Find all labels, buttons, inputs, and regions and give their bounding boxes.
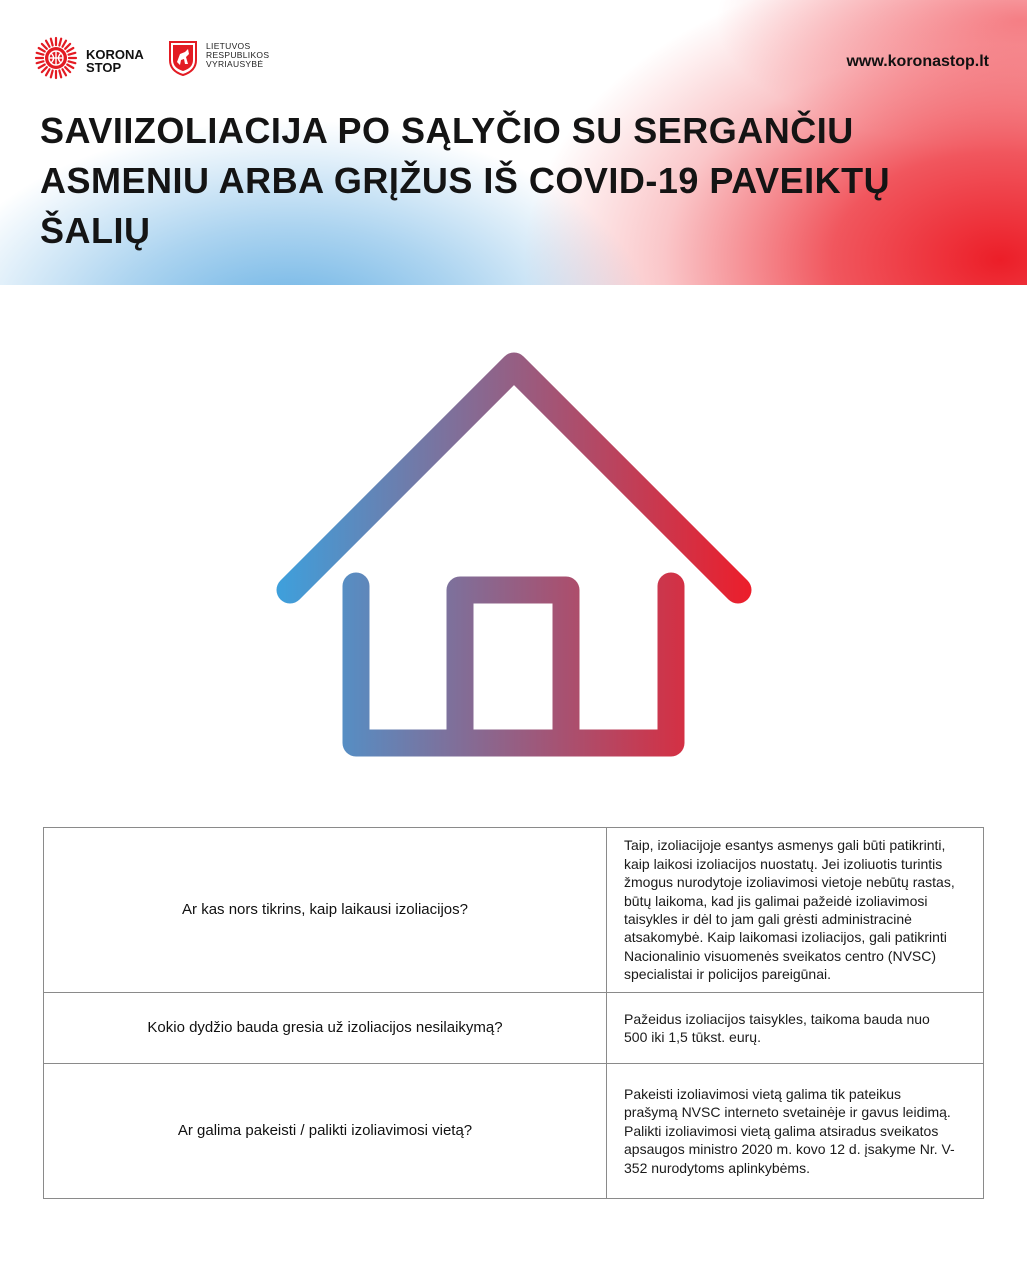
house-roof [290,366,738,590]
table-row [44,993,984,1064]
house-icon [270,345,760,765]
government-wordmark: LIETUVOS RESPUBLIKOS VYRIAUSYBĖ [206,41,270,69]
coat-of-arms-icon [168,40,198,76]
header-banner [0,0,1027,285]
table-row [44,828,984,993]
korona-stop-logo-icon [34,36,78,80]
page-title: SAVIIZOLIACIJA PO SĄLYČIO SU SERGANČIU ASMENIU ARBA GRĮŽUS IŠ COVID-19 PAVEIKTŲ ŠALIŲ [40,110,891,251]
faq-question: Ar kas nors tikrins, kaip laikausi izoliacijos? [44,828,607,993]
table-row [44,1064,984,1199]
website-link[interactable]: www.koronastop.lt [846,53,989,70]
house-walls [356,586,671,743]
faq-answer: Taip, izoliacijoje esantys asmenys gali būti patikrinti, kaip laikosi izoliacijos nuostatų. Jei izoliuotis turintis žmogus nurodytoje izoliavimosi vietoje nebūtų rastas, būtų laikoma, kad jis galimai pažeidė izoliavimosi taisykles ir dėl to jam gali grėsti administracinė atsakomybė. Kaip laikomasi izoliacijos, gali patikrinti Nacionalinio visuomenės sveikatos centro (NVSC) specialistai ir policijos pareigūnai. [607,828,984,993]
korona-stop-wordmark: KORONA STOP [86,47,144,75]
faq-question: Ar galima pakeisti / palikti izoliavimosi vietą? [44,1064,607,1199]
faq-question: Kokio dydžio bauda gresia už izoliacijos nesilaikymą? [44,993,607,1064]
faq-answer: Pakeisti izoliavimosi vietą galima tik pateikus prašymą NVSC interneto svetainėje ir gavus leidimą. Palikti izoliavimosi vietą galima atsiradus sveikatos apsaugos ministro 2020 m. kovo 12 d. įsakyme Nr. V-352 nurodytoms aplinkybėms. [607,1064,984,1199]
faq-table [43,827,984,1199]
faq-answer: Pažeidus izoliacijos taisykles, taikoma bauda nuo 500 iki 1,5 tūkst. eurų. [607,993,984,1064]
house-door [460,590,566,743]
